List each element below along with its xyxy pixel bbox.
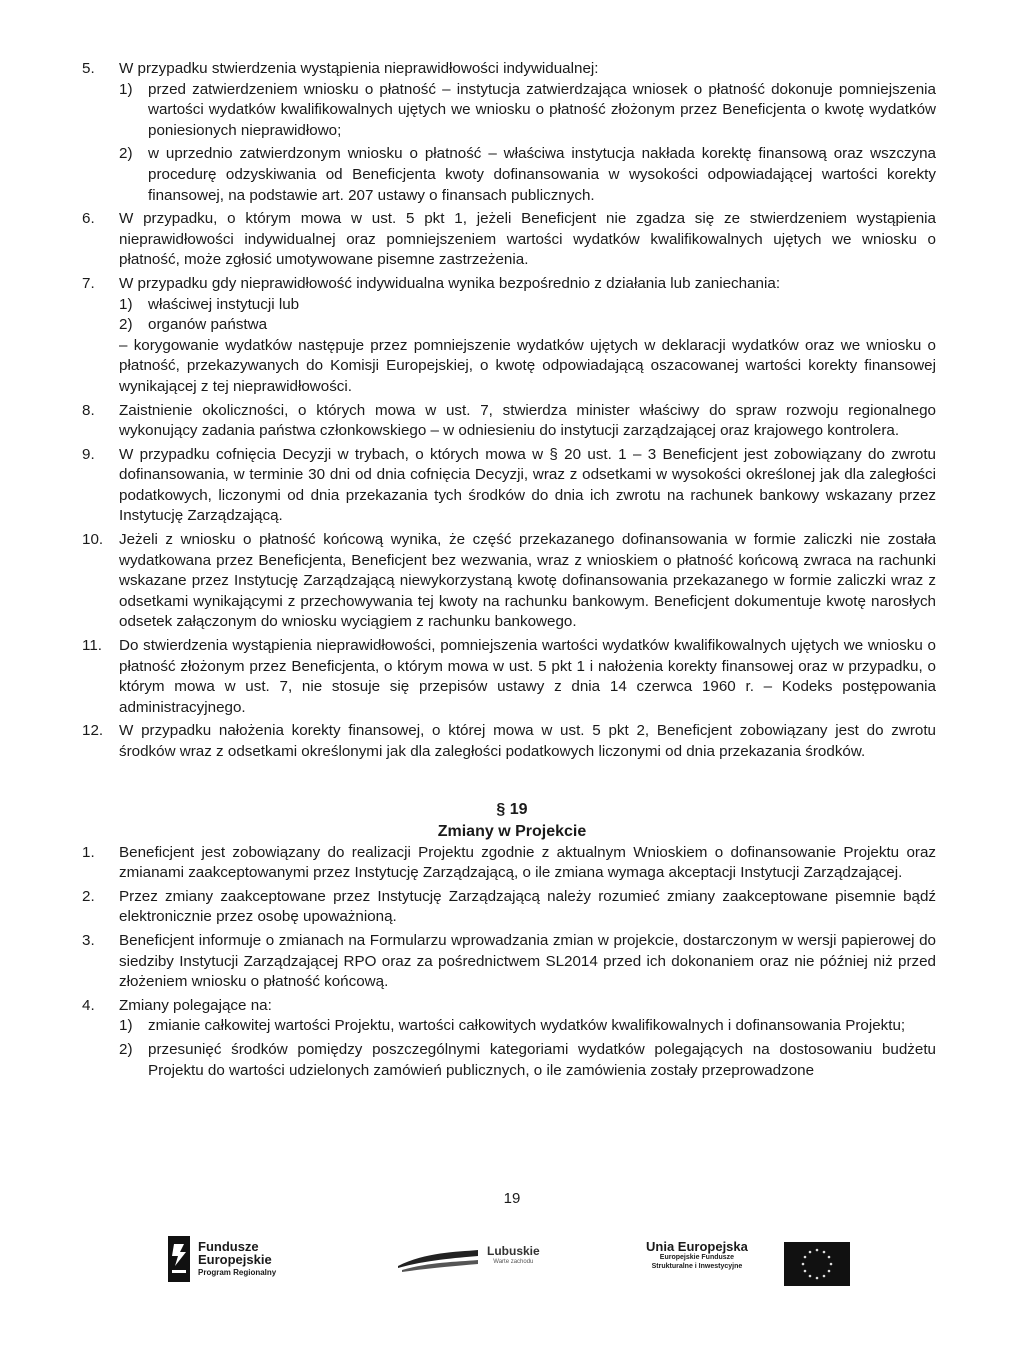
item-text: zmianie całkowitej wartości Projektu, wartości całkowitych wydatków kwalifikowalnych i dofinansowania Projektu;: [148, 1017, 906, 1035]
paragraph-number: 9.: [82, 445, 95, 463]
paragraph-text: W przypadku gdy nieprawidłowość indywidualna wynika bezpośrednio z działania lub zaniechania:: [119, 274, 781, 292]
item-text: właściwej instytucji lub: [148, 295, 300, 313]
lubuskie-line: Lubuskie: [487, 1244, 540, 1258]
paragraph-text: W przypadku cofnięcia Decyzji w trybach, o których mowa w § 20 ust. 1 – 3 Beneficjent jest zobowiązany do zwrotu dofinansowania, w terminie 30 dni od dnia cofnięcia Decyzji, wraz z odsetkami w wysokości określonej jak dla zaległości podatkowych, liczonymi od dnia przekazania tych środków do dnia ich zwrotu na rachunek bankowy wskazany przez Instytucję Zarządzającą.: [119, 445, 936, 525]
page-number: 19: [503, 1190, 521, 1207]
section-19-paragraph-4: [0, 996, 1024, 1017]
section-19-paragraph-4-item-1: [0, 1016, 1024, 1037]
paragraph-text: Zmiany polegające na:: [119, 996, 272, 1014]
paragraph-5-item-1: [0, 80, 1024, 142]
paragraph-number: 8.: [82, 401, 95, 419]
paragraph-text: Jeżeli z wniosku o płatność końcową wynika, że część przekazanego dofinansowania w formie zaliczki nie została wydatkowana przez Beneficjenta, Beneficjent bez wezwania, wraz z wnioskiem o płatność końcową zwraca na rachunki wskazane przez Instytucję Zarządzającą niewykorzystaną kwotę dofinansowania przekazanego w formie zaliczki wraz z odsetkami wynikającymi z przechowywania tej kwoty na rachunku bankowym. Beneficjent dokumentuje kwotę narosłych odsetek załączonym do wniosku wyciągiem z rachunku bankowego.: [119, 531, 936, 631]
item-number: 2): [119, 145, 133, 163]
paragraph-5: [0, 59, 1024, 80]
paragraph-text: Do stwierdzenia wystąpienia nieprawidłowości, pomniejszenia wartości wydatków kwalifikowalnych ujętych we wniosku o płatność złożonym przez Beneficjenta, o którym mowa w ust. 5 pkt 1 i nałożenia korekty finansowej oraz w przypadku, o którym mowa w ust. 7, nie stosuje się przepisów ustawy z dnia 14 czerwca 1960 r. – Kodeks postępowania administracyjnego.: [119, 637, 936, 716]
paragraph-text: W przypadku, o którym mowa w ust. 5 pkt 1, jeżeli Beneficjent nie zgadza się ze stwierdzeniem wystąpienia nieprawidłowości indywidualnej oraz pomniejszeniem wartości wydatków kwalifikowalnych ujętych we wniosku o płatność, może zgłosić umotywowane pisemne zastrzeżenia.: [119, 210, 936, 269]
paragraph-11: [0, 636, 1024, 718]
section-title: Zmiany w Projekcie: [437, 822, 587, 840]
paragraph-text: W przypadku nałożenia korekty finansowej, o której mowa w ust. 5 pkt 2, Beneficjent zobowiązany jest do zwrotu środków wraz z odsetkami określonymi jak dla zaległości podatkowych liczonymi od dnia przekazania środków.: [119, 722, 936, 760]
paragraph-7-item-1: [0, 295, 1024, 316]
paragraph-12: [0, 721, 1024, 762]
section-19-paragraph-3: [0, 931, 1024, 993]
paragraph-7-item-2: [0, 315, 1024, 336]
item-number: 1): [119, 80, 133, 98]
paragraph-9: [0, 445, 1024, 527]
unia-europejska-line: Unia Europejska: [646, 1239, 748, 1254]
paragraph-number: 1.: [82, 843, 95, 861]
section-19-paragraph-2: [0, 887, 1024, 928]
paragraph-number: 3.: [82, 931, 95, 949]
item-text: przed zatwierdzeniem wniosku o płatność – instytucja zatwierdzająca wniosek o płatność dokonuje pomniejszenia wartości wydatków kwalifikowalnych ujętych we wniosku o płatność złożonym przez Beneficjenta o kwotę wydatków poniesionych nieprawidłowo;: [148, 80, 936, 139]
strukturalne-line: Strukturalne i Inwestycyjne: [651, 1263, 743, 1270]
section-sign: § 19: [496, 800, 528, 818]
item-number: 2): [119, 1040, 133, 1058]
item-text: organów państwa: [148, 316, 268, 334]
paragraph-7-tail: – korygowanie wydatków następuje przez pomniejszenie wydatków ujętych w deklaracji wydatków oraz we wniosku o płatność, przekazywanych do Komisji Europejskiej, o kwotę odpowiadającą oszacowanej wartości korekty finansowej wynikającej z tej nieprawidłowości.: [119, 336, 936, 395]
section-19-paragraph-1: [0, 843, 1024, 884]
paragraph-number: 11.: [82, 637, 102, 655]
paragraph-number: 7.: [82, 274, 95, 292]
lubuskie-logo-icon: [396, 1248, 480, 1272]
paragraph-7: [0, 274, 1024, 295]
paragraph-number: 6.: [82, 210, 95, 228]
paragraph-10: [0, 530, 1024, 633]
unia-europejska-label: [646, 1240, 748, 1271]
item-text: w uprzednio zatwierdzonym wniosku o płatność – właściwa instytucja nakłada korektę finansową oraz wszczyna procedurę odzyskiwania od Beneficjenta kwoty dofinansowania w wysokości odpowiadającej wartości korekty finansowej, na podstawie art. 207 ustawy o finansach publicznych.: [148, 145, 936, 204]
europejskie-fundusze-line: Europejskie Fundusze: [659, 1254, 735, 1261]
paragraph-text: Beneficjent jest zobowiązany do realizacji Projektu zgodnie z aktualnym Wnioskiem o dofinansowanie Projektu oraz zmianami zaakceptowanymi przez Instytucję Zarządzającą, o ile zmiana wymaga akceptacji Instytucji Zarządzającej.: [119, 843, 936, 882]
footer-logos: [0, 1232, 1024, 1292]
item-number: 1): [119, 1017, 133, 1035]
item-number: 1): [119, 295, 133, 313]
paragraph-number: 2.: [82, 887, 95, 905]
paragraph-number: 10.: [82, 531, 104, 549]
item-number: 2): [119, 316, 133, 334]
paragraph-text: Beneficjent informuje o zmianach na Formularzu wprowadzania zmian w projekcie, dostarczonym w wersji papierowej do siedziby Instytucji Zarządzającej RPO oraz za pośrednictwem SL2014 przed ich dokonaniem oraz nie później niż przed złożeniem wniosku o płatność końcową.: [119, 931, 936, 991]
lubuskie-slogan: Warte zachodu: [493, 1259, 534, 1265]
paragraph-number: 12.: [82, 722, 104, 740]
paragraph-text: W przypadku stwierdzenia wystąpienia nieprawidłowości indywidualnej:: [119, 60, 599, 77]
paragraph-6: [0, 209, 1024, 271]
section-heading: [0, 799, 1024, 843]
fundusze-europejskie-logo-icon: [166, 1236, 192, 1282]
document-body: [0, 59, 1024, 1081]
section-19-paragraph-4-item-2: [0, 1040, 1024, 1081]
paragraph-text: Przez zmiany zaakceptowane przez Instytucję Zarządzającą należy rozumieć zmiany zaakceptowane pisemnie bądź elektronicznie przez osobę upoważnioną.: [119, 887, 936, 926]
paragraph-text: Zaistnienie okoliczności, o których mowa w ust. 7, stwierdza minister właściwy do spraw rozwoju regionalnego wykonujący zadania państwa członkowskiego – w odniesieniu do instytucji zarządzającej oraz krajowego kontrolera.: [119, 401, 936, 440]
paragraph-number: 4.: [82, 996, 95, 1014]
paragraph-8: [0, 401, 1024, 442]
fundusze-line: Fundusze: [198, 1239, 259, 1254]
paragraph-number: 5.: [82, 60, 95, 77]
fundusze-europejskie-label: [198, 1240, 276, 1279]
lubuskie-label: [487, 1246, 540, 1268]
program-regionalny-line: Program Regionalny: [198, 1268, 277, 1277]
eu-flag-icon: [784, 1242, 850, 1286]
item-text: przesunięć środków pomiędzy poszczególnymi kategoriami wydatków polegających na dostosowaniu budżetu Projektu do wartości udzielonych zamówień publicznych, o ile zamówienia zostały przeprowadzone: [148, 1040, 936, 1079]
paragraph-5-item-2: [0, 144, 1024, 206]
europejskie-line: Europejskie: [198, 1252, 272, 1267]
